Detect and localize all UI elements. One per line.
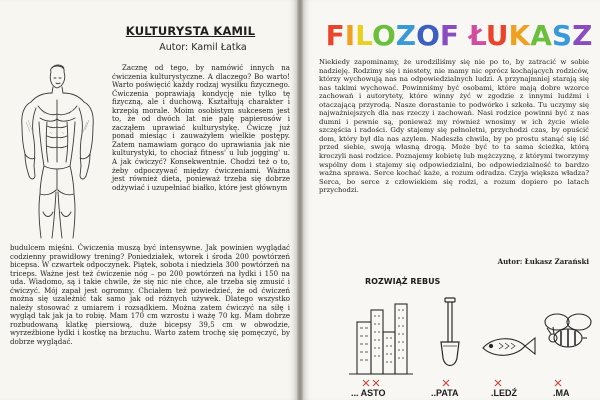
left-page <box>0 0 297 400</box>
title-letter: K <box>508 19 531 52</box>
title-letter: Z <box>395 19 417 52</box>
article-author: Autor: Kamil Łatka <box>159 42 247 53</box>
title-letter: S <box>551 19 573 52</box>
article-author: Autor: Łukasz Zarański <box>497 257 589 266</box>
article-paragraph-bottom: budulcem mięśni. Ćwiczenia muszą być intensywne. Jak powinien wyglądać codzienny prawidłowy trening? Poniedziałek, wtorek i środa 200 powtórzeń bicepsa. W czwartek odpoczynek. Piątek, sobota i niedziela 300 powtórzeń na triceps. Ważne jest też ćwiczenie nóg – po 200 powtórzeń na łydki i 150 na uda. Wiadomo, są i takie chwile, że się nic nie chce, ale trzeba się zmusić i ćwiczyć. Mój zapał jest ogromny. Chciałem też powiedzieć, że od ćwiczeń można się uzależnić tak samo jak od różnych używek. Dlatego wszystko należy stosować z umiarem i rozsądkiem. Można zatem ćwiczyć na siłę i wygląd tak jak ja to robię. Mam 170 cm wzrostu i ważę 70 kg. Mam dobrze rozbudowaną klatkę piersiową, duże bicepsy 39,5 cm w obwodzie, wyrzeźbione łydki i kostkę na brzuchu. Warto zatem trochę się pomęczyć, by dobrze wyglądać. <box>10 243 290 347</box>
title-letter: A <box>530 19 552 52</box>
title-letter: L <box>355 19 372 52</box>
title-letter: F <box>439 19 460 52</box>
title-letter <box>459 19 469 52</box>
article-paragraph-top: Zacznę od tego, by namówić innych na ćwiczenia kulturystyczne. A dlaczego? Bo warto! Warto poświęcić każdy rodzaj wysiłku fizycznego. Ćwiczenia poprawiają kondycję nie tylko tę fizyczną, ale i duchową. Kształtują charakter i krzepią morale. Moim osobistym sukcesem jest to, że od dwóch lat nie palę papierosów i zacząłem uprawiać kulturystykę. Ćwiczę już ponad miesiąc i zauważyłem wielkie postępy. Zatem namawiam gorąco do uprawiania jak nie kulturystyki, to chociaż fitness' u lub jogging' u. A jak ćwiczyć? Konsekwentnie. Chodzi też o to, żeby odpoczywać między ćwiczeniami. Ważna jest również dieta, ponieważ trzeba się dobrze odżywiać i uzupełniać białko, które jest głównym <box>112 63 290 192</box>
bee-icon <box>545 314 591 347</box>
title-letter: I <box>344 19 356 52</box>
muscular-man-drawing-icon <box>10 62 105 240</box>
title-letter: Ł <box>468 19 486 52</box>
rebus-cross-marks <box>363 380 561 386</box>
title-letter: U <box>485 19 509 52</box>
title-letter: F <box>325 19 345 52</box>
rainbow-title <box>325 18 593 52</box>
rainbow-title-text <box>326 19 593 52</box>
title-letter: Z <box>572 19 593 52</box>
rebus-label-3: .LEDŹ <box>491 388 517 398</box>
rebus-puzzle <box>343 288 593 400</box>
article-title: KULTURYSTA KAMIL <box>125 24 256 38</box>
rebus-label-4: .MA <box>553 388 570 398</box>
fish-icon <box>483 338 535 355</box>
right-page <box>303 0 600 400</box>
title-letter: O <box>371 19 396 52</box>
rebus-title: ROZWIĄŻ REBUS <box>365 277 441 286</box>
shovel-icon <box>441 298 459 366</box>
rebus-label-1: ... ASTO <box>351 388 386 398</box>
article-paragraph: Niekiedy zapominamy, że urodziliśmy się nie po to, by zatracić w sobie nadzieję. Rodzimy się i niestety, nie mamy nic oprócz kochających rodziców, którzy wychowują nas na odpowiedzialnych ludzi. A przynajmniej starają się nas takimi wychować. Powinniśmy być osobami, które mają dobre wzorce zachowań i autorytety, które winny żyć w zgodzie z innymi ludźmi i otaczającą przyrodą. Nasze dorastanie to podwórko i szkoła. Tu uczymy się najważniejszych dla nas rzeczy i zachowań. Nasi rodzice powinni być z nas dumni i pewnie są, ponieważ my również wnosimy w ich życie wiele szczęścia i radości. Gdy stajemy się pełnoletni, przychodzi czas, by opuścić dom, który był dla nas azylem. Nadeszła chwila, by po prostu stanąć się iść przed siebie, swoją własną drogą. Może być to ta sama ścieżka, którą kroczyli nasi rodzice. Poznajemy kobietę lub mężczyznę, z którymi tworzymy wspólny dom i stajemy się odpowiedzialni, bo odpowiedzialność to bardzo ważna sprawa. Serce kochać każe, a rozum odradza. Czyja większa władza? Serca, bo serce z człowiekiem się rodzi, a rozum dopiero po latach przychodzi. <box>319 58 589 195</box>
city-buildings-icon <box>349 304 413 374</box>
title-letter: O <box>416 19 440 52</box>
rebus-label-2: ..PATA <box>431 388 459 398</box>
